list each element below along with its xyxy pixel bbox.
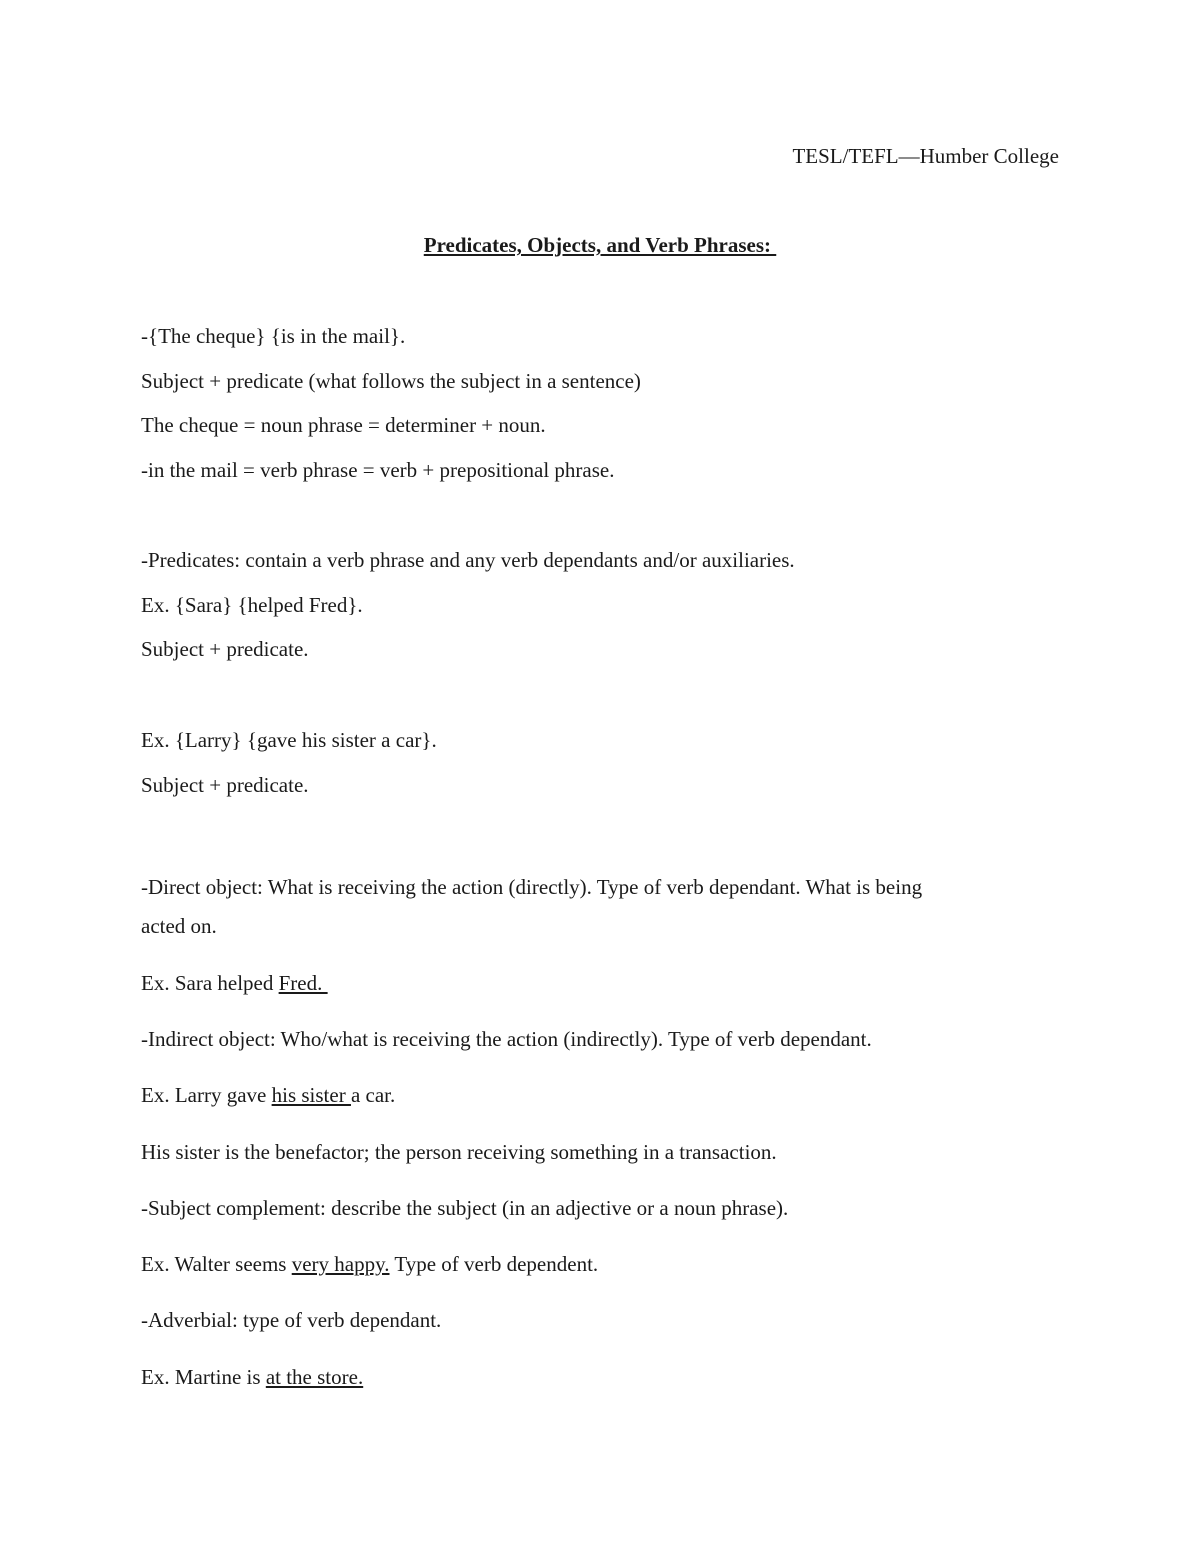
subject-predicate-label-2: Subject + predicate. [141, 773, 309, 797]
course-header: TESL/TEFL—Humber College [792, 144, 1059, 168]
example-text-end: Type of verb dependent. [389, 1252, 599, 1276]
predicates-definition: -Predicates: contain a verb phrase and any verb dependants and/or auxiliaries. [141, 548, 795, 572]
benefactor-definition: His sister is the benefactor; the person receiving something in a transaction. [141, 1140, 777, 1164]
direct-object-definition-cont: acted on. [141, 914, 217, 938]
page-title: Predicates, Objects, and Verb Phrases: [423, 233, 777, 257]
indirect-object-definition: -Indirect object: Who/what is receiving the action (indirectly). Type of verb dependant. [141, 1027, 872, 1051]
example-text: Ex. Sara helped [141, 971, 279, 995]
adverbial-example [141, 1364, 363, 1390]
underlined-indirect-object: his sister [271, 1083, 351, 1107]
noun-phrase-definition: The cheque = noun phrase = determiner + noun. [141, 413, 546, 437]
underlined-adverbial: at the store. [265, 1365, 364, 1389]
subject-complement-example [141, 1251, 598, 1277]
example-text: Ex. Larry gave [141, 1083, 272, 1107]
indirect-object-example [141, 1082, 395, 1108]
subject-complement-definition: -Subject complement: describe the subject (in an adjective or a noun phrase). [141, 1196, 789, 1220]
subject-predicate-definition: Subject + predicate (what follows the subject in a sentence) [141, 369, 641, 393]
subject-predicate-label-1: Subject + predicate. [141, 637, 309, 661]
direct-object-definition: -Direct object: What is receiving the action (directly). Type of verb dependant. What is being [141, 875, 923, 899]
verb-phrase-definition: -in the mail = verb phrase = verb + prepositional phrase. [141, 458, 615, 482]
example-line-cheque: -{The cheque} {is in the mail}. [141, 324, 406, 348]
adverbial-definition: -Adverbial: type of verb dependant. [141, 1308, 442, 1332]
example-text: Ex. Walter seems [141, 1252, 292, 1276]
example-text: Ex. Martine is [141, 1365, 266, 1389]
example-line-sara: Ex. {Sara} {helped Fred}. [141, 593, 363, 617]
underlined-subject-complement: very happy. [291, 1252, 390, 1276]
example-line-larry: Ex. {Larry} {gave his sister a car}. [141, 728, 437, 752]
direct-object-example [141, 970, 328, 996]
example-text-end: a car. [350, 1083, 396, 1107]
underlined-direct-object: Fred. [278, 971, 328, 995]
